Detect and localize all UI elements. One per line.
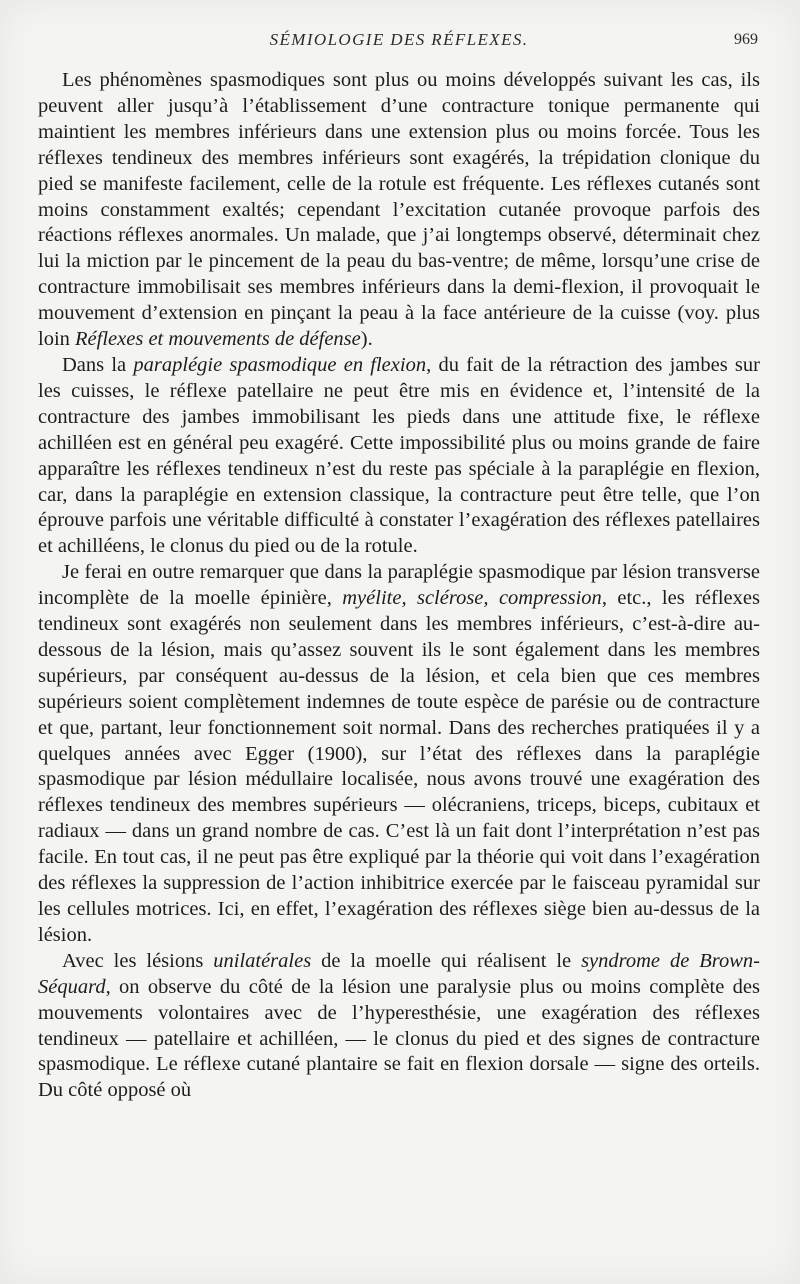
body-text xyxy=(38,68,760,1104)
text-run: Avec les lésions xyxy=(62,949,214,972)
paragraph-4 xyxy=(38,949,760,1104)
running-title: SÉMIOLOGIE DES RÉFLEXES. xyxy=(269,30,529,49)
text-run: Les phénomènes spasmodiques sont plus ou moins développés suivant les cas, ils peuvent aller jusqu’à l’établissement d’une contracture tonique permanente qui maintient les membres inférieurs dans une extension plus ou moins forcée. Tous les réflexes tendineux des membres inférieurs sont exagérés, la trépidation clonique du pied se manifeste facilement, celle de la rotule est fréquente. Les réflexes cutanés sont moins constamment exaltés; cependant l’excitation cutanée provoque parfois des réactions réflexes anormales. Un malade, que j’ai longtemps observé, déterminait chez lui la miction par le pincement de la peau du bas-ventre; de même, lorsqu’une crise de contracture immobilisait ses membres inférieurs dans la demi-flexion, il provoquait le mouvement d’extension en pinçant la peau à la face antérieure de la cuisse (voy. plus loin xyxy=(38,69,760,351)
paragraph-1 xyxy=(38,68,760,353)
text-run: , du fait de la rétraction des jambes sur les cuisses, le réflexe patellaire ne peut être mis en évidence et, l’intensité de la contracture des jambes immobilisant les pieds dans une attitude fixe, le réflexe achilléen est en général peu exagéré. Cette impossibilité plus ou moins grande de faire apparaître les réflexes tendineux n’est du reste pas spéciale à la paraplégie en flexion, car, dans la paraplégie en extension classique, la contracture peut être telle, que l’on éprouve parfois une véritable difficulté à constater l’exagération des réflexes patellaires et achilléens, le clonus du pied ou de la rotule. xyxy=(38,353,760,558)
italic-run: unilatérales xyxy=(213,949,312,972)
text-run: de la moelle qui réalisent le xyxy=(311,949,582,972)
italic-run: syndrome de Brown-Séquard xyxy=(38,949,760,998)
text-run: Je ferai en outre remarquer que dans la paraplégie spasmodique par lésion transverse incomplète de la moelle épinière, xyxy=(38,561,760,610)
text-run: Dans la xyxy=(62,353,134,376)
italic-run: paraplégie spasmodique en flexion xyxy=(133,353,427,376)
italic-run: myélite, sclérose, compression xyxy=(342,587,602,610)
paragraph-3 xyxy=(38,560,760,949)
italic-run: Réflexes et mouvements de défense xyxy=(75,328,361,351)
text-run: , on observe du côté de la lésion une paralysie plus ou moins complète des mouvements volontaires avec de l’hyperesthésie, une exagération des réflexes tendineux — patellaire et achilléen, — le clonus du pied et des signes de contracture spasmodique. Le réflexe cutané plantaire se fait en flexion dorsale — signe des orteils. Du côté opposé où xyxy=(38,975,760,1102)
page-header xyxy=(38,30,760,54)
page-number: 969 xyxy=(734,31,758,48)
text-run: ). xyxy=(360,328,373,351)
paragraph-2 xyxy=(38,353,760,560)
text-run: , etc., les réflexes tendineux sont exagérés non seulement dans les membres inférieurs, c’est-à-dire au-dessous de la lésion, mais qu’assez souvent ils le sont également dans les membres supérieurs, par conséquent au-dessus de la lésion, et cela bien que ces membres supérieurs soient complètement indemnes de toute espèce de parésie ou de contracture et que, partant, leur fonctionnement soit normal. Dans des recherches pratiquées il y a quelques années avec Egger (1900), sur l’état des réflexes dans la paraplégie spasmodique par lésion médullaire localisée, nous avons trouvé une exagération des réflexes tendineux des membres supérieurs — olécraniens, triceps, biceps, cubitaux et radiaux — dans un grand nombre de cas. C’est là un fait dont l’interprétation n’est pas facile. En tout cas, il ne peut pas être expliqué par la théorie qui voit dans l’exagération des réflexes la suppression de l’action inhibitrice exercée par le faisceau pyramidal sur les cellules motrices. Ici, en effet, l’exagération des réflexes siège bien au-dessus de la lésion. xyxy=(38,587,760,946)
